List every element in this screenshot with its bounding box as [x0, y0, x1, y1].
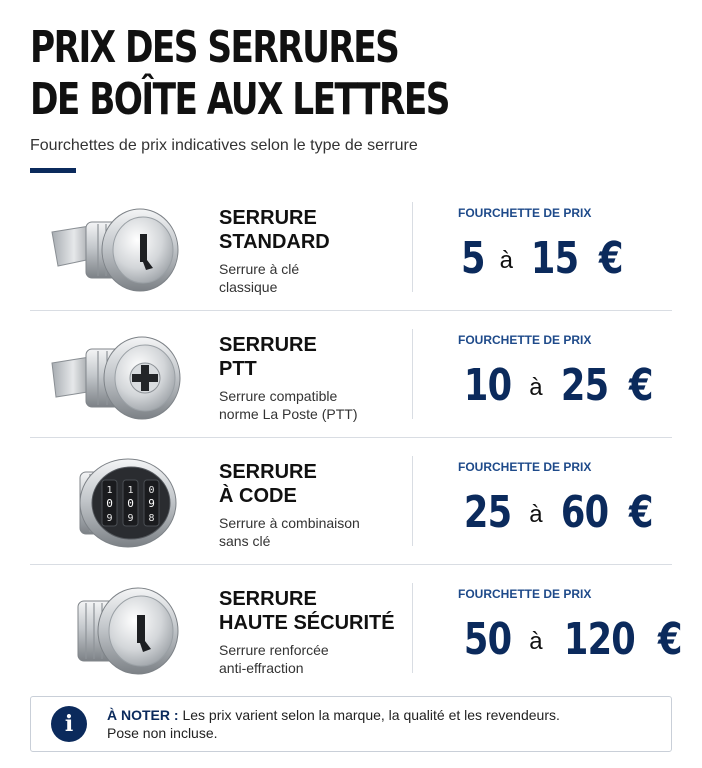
price-max: 25: [560, 359, 608, 411]
high-security-lock-image: [50, 585, 190, 675]
list-item-ptt: [30, 311, 672, 438]
price-to: à: [529, 374, 543, 401]
svg-text:1: 1: [106, 485, 113, 496]
lock-type-name: SERRURE À CODE: [219, 461, 317, 507]
note-message: Les prix varient selon la marque, la qualité et les revendeurs.: [182, 707, 560, 723]
note-box: [30, 696, 672, 752]
lock-type-name: SERRURE PTT: [219, 334, 317, 380]
standard-lock-image: [50, 204, 190, 294]
note-message-line2: Pose non incluse.: [107, 725, 218, 741]
svg-text:0: 0: [148, 485, 155, 496]
lock-price-list: [30, 184, 683, 692]
svg-text:0: 0: [127, 497, 134, 510]
price-to: à: [499, 247, 513, 274]
lock-type-name: SERRURE STANDARD: [219, 207, 330, 253]
lock-type-description: Serrure compatible norme La Poste (PTT): [219, 388, 358, 422]
list-item-high-security: [30, 565, 683, 692]
list-item-standard: [30, 184, 672, 311]
price-to: à: [529, 628, 543, 655]
price-range-label: FOURCHETTE DE PRIX: [458, 587, 592, 601]
list-item-code: [30, 438, 672, 565]
lock-type-description: Serrure à clé classique: [219, 261, 300, 295]
currency-symbol: €: [658, 613, 683, 665]
price-range: [458, 353, 655, 417]
svg-text:0: 0: [106, 497, 113, 510]
price-min: 25: [463, 486, 512, 538]
note-text: [107, 706, 560, 742]
price-range-label: FOURCHETTE DE PRIX: [458, 333, 592, 347]
currency-symbol: €: [628, 359, 653, 411]
svg-text:9: 9: [106, 513, 113, 524]
price-max: 15: [530, 232, 579, 284]
title-accent-rule: [30, 168, 76, 173]
price-range: [458, 607, 685, 671]
page-subtitle: Fourchettes de prix indicatives selon le type de serrure: [30, 137, 418, 154]
title-line-2: DE BOÎTE AUX LETTRES: [30, 74, 449, 125]
svg-text:1: 1: [127, 485, 134, 496]
price-range: [458, 226, 626, 290]
combination-lock-image: [50, 458, 190, 548]
price-max: 120: [563, 613, 635, 665]
lock-type-description: Serrure à combinaison sans clé: [219, 515, 360, 549]
price-min: 5: [460, 232, 485, 284]
currency-symbol: €: [599, 232, 623, 284]
ptt-lock-image: [50, 331, 190, 421]
svg-text:9: 9: [148, 497, 155, 510]
svg-text:9: 9: [127, 513, 134, 524]
lock-type-description: Serrure renforcée anti-effraction: [219, 642, 329, 676]
currency-symbol: €: [628, 486, 653, 538]
price-min: 50: [463, 613, 512, 665]
row-divider: [412, 456, 413, 546]
price-to: à: [529, 501, 543, 528]
page-title: [30, 22, 529, 126]
title-line-1: PRIX DES SERRURES: [30, 22, 399, 73]
row-divider: [412, 329, 413, 419]
note-label: À NOTER :: [107, 707, 179, 723]
price-range-label: FOURCHETTE DE PRIX: [458, 206, 592, 220]
info-icon: i: [51, 706, 87, 742]
price-range-label: FOURCHETTE DE PRIX: [458, 460, 592, 474]
price-min: 10: [463, 359, 512, 411]
price-range: [458, 480, 655, 544]
row-divider: [412, 202, 413, 292]
row-divider: [412, 583, 413, 673]
svg-text:8: 8: [148, 513, 155, 524]
price-max: 60: [560, 486, 608, 538]
lock-type-name: SERRURE HAUTE SÉCURITÉ: [219, 588, 395, 634]
